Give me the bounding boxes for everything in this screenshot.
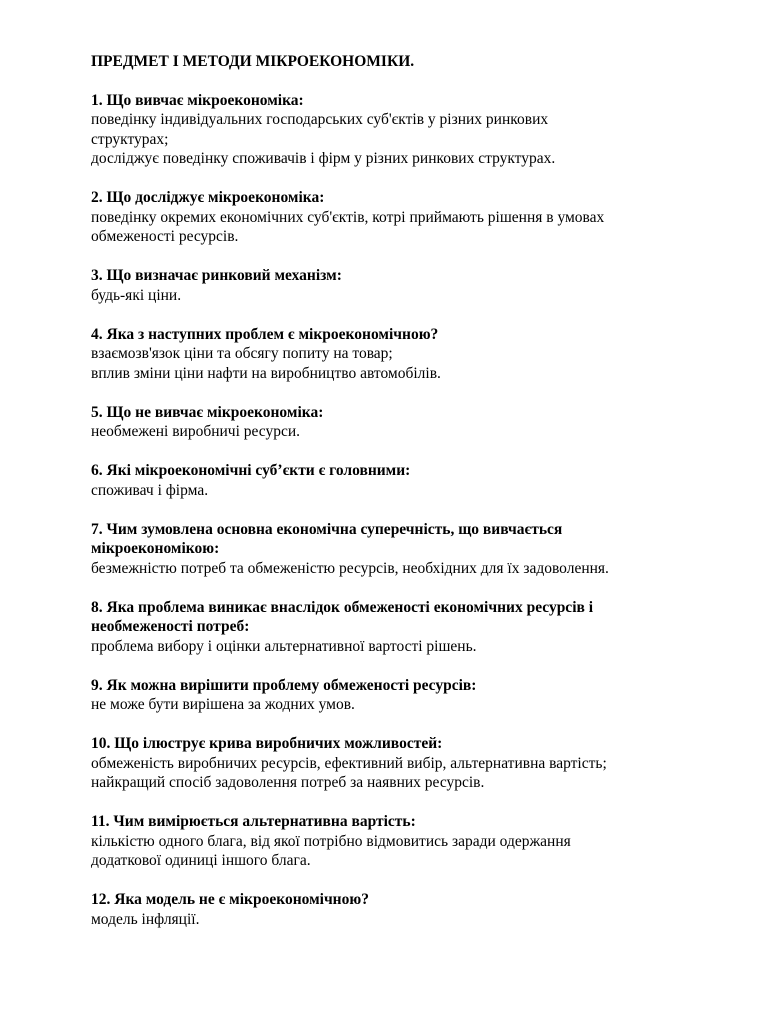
- answer-text: структурах;: [91, 130, 169, 148]
- document-content: [91, 52, 731, 949]
- document-title: ПРЕДМЕТ І МЕТОДИ МІКРОЕКОНОМІКИ.: [91, 53, 415, 70]
- qa-item-5: [91, 403, 731, 442]
- qa-item-4: [91, 325, 731, 384]
- answer-text: не може бути вирішена за жодних умов.: [91, 696, 355, 713]
- qa-item-7: [91, 520, 731, 579]
- question-text: 10. Що ілюструє крива виробничих можливостей:: [91, 735, 443, 752]
- question-text: 4. Яка з наступних проблем є мікроекономічною?: [91, 325, 439, 343]
- question-text: 7. Чим зумовлена основна економічна суперечність, що вивчається: [91, 520, 563, 538]
- answer-text: необмежені виробничі ресурси.: [91, 423, 301, 440]
- answer-text: досліджує поведінку споживачів і фірм у різних ринкових структурах.: [91, 150, 556, 167]
- question-text: необмеженості потреб:: [91, 618, 250, 635]
- question-text: 12. Яка модель не є мікроекономічною?: [91, 891, 369, 908]
- answer-text: кількістю одного блага, від якої потрібно відмовитись заради одержання: [91, 832, 571, 850]
- answer-text: поведінку індивідуальних господарських суб'єктів у різних ринкових: [91, 111, 549, 128]
- answer-text: обмеженість виробничих ресурсів, ефективний вибір, альтернативна вартість;: [91, 754, 607, 772]
- answer-text: безмежністю потреб та обмеженістю ресурсів, необхідних для їх задоволення.: [91, 559, 609, 577]
- qa-item-6: [91, 461, 731, 500]
- question-answer-list: [91, 91, 731, 930]
- answer-text: вплив зміни ціни нафти на виробництво автомобілів.: [91, 364, 441, 382]
- answer-text: модель інфляції.: [91, 910, 200, 928]
- qa-item-1: [91, 91, 731, 169]
- question-text: мікроекономікою:: [91, 540, 220, 557]
- qa-item-10: [91, 734, 731, 793]
- question-text: 11. Чим вимірюється альтернативна вартість:: [91, 813, 416, 830]
- qa-item-11: [91, 812, 731, 871]
- question-text: 1. Що вивчає мікроекономіка:: [91, 91, 304, 109]
- answer-text: будь-які ціни.: [91, 286, 182, 304]
- answer-text: обмеженості ресурсів.: [91, 228, 239, 245]
- question-text: 6. Які мікроекономічні суб’єкти є головними:: [91, 462, 411, 479]
- answer-text: поведінку окремих економічних суб'єктів, котрі приймають рішення в умовах: [91, 208, 605, 226]
- answer-text: проблема вибору і оцінки альтернативної вартості рішень.: [91, 637, 477, 655]
- qa-item-12: [91, 890, 731, 929]
- qa-item-8: [91, 598, 731, 657]
- question-text: 9. Як можна вирішити проблему обмеженості ресурсів:: [91, 676, 477, 694]
- qa-item-3: [91, 266, 731, 305]
- question-text: 3. Що визначає ринковий механізм:: [91, 267, 342, 284]
- question-text: 8. Яка проблема виникає внаслідок обмеженості економічних ресурсів і: [91, 598, 594, 616]
- qa-item-9: [91, 676, 731, 715]
- question-text: 5. Що не вивчає мікроекономіка:: [91, 403, 324, 421]
- answer-text: найкращий спосіб задоволення потреб за наявних ресурсів.: [91, 774, 485, 791]
- answer-text: додаткової одиниці іншого блага.: [91, 852, 311, 869]
- qa-item-2: [91, 188, 731, 247]
- question-text: 2. Що досліджує мікроекономіка:: [91, 189, 325, 206]
- answer-text: взаємозв'язок ціни та обсягу попиту на товар;: [91, 345, 393, 362]
- answer-text: споживач і фірма.: [91, 481, 209, 499]
